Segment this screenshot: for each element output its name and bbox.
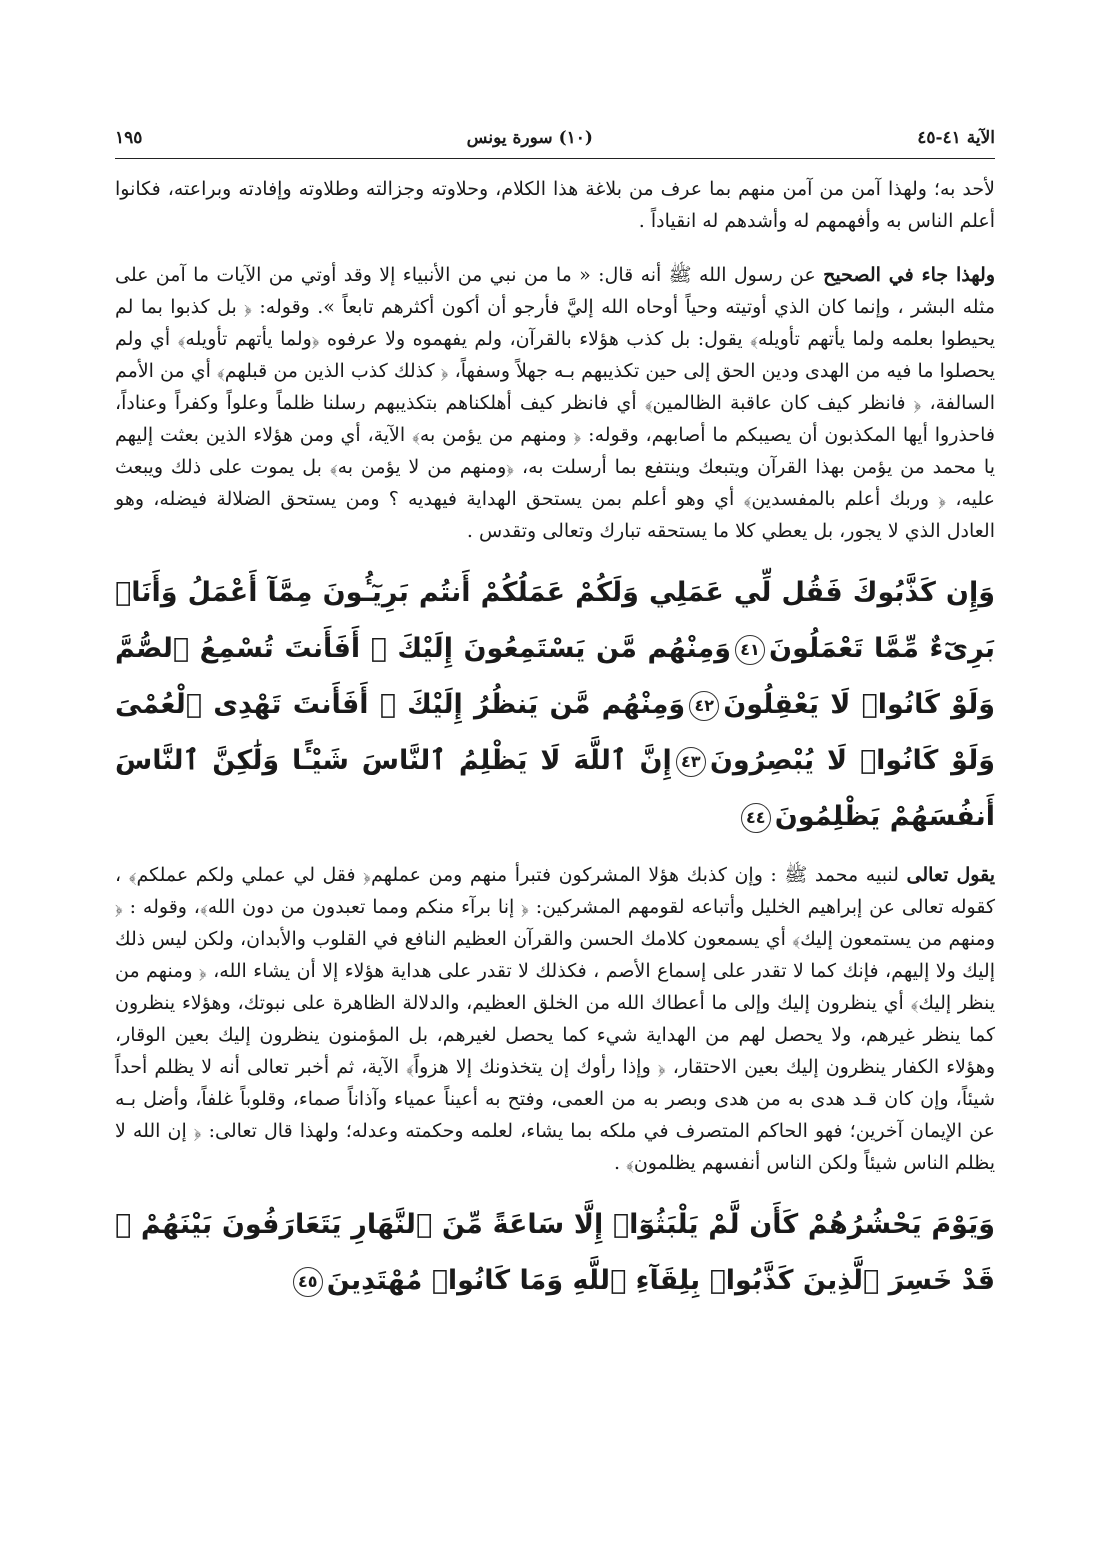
explanation-lead: يقول تعالى — [906, 864, 995, 886]
page-header — [115, 128, 995, 152]
verse-45-text: وَيَوْمَ يَحْشُرُهُمْ كَأَن لَّمْ يَلْبَثُوٓا۟ إِلَّا سَاعَةً مِّنَ ٱلنَّهَارِ يَتَعَارَفُونَ بَيْنَهُمْ ۚ قَدْ خَسِرَ ٱلَّذِينَ كَذَّبُوا۟ بِلِقَآءِ ٱللَّهِ وَمَا كَانُوا۟ مُهْتَدِينَ — [115, 1209, 995, 1296]
ayah-number-44: ٤٤ — [741, 803, 771, 833]
verse-range-label: الآية ٤١-٤٥ — [917, 128, 995, 148]
ayah-number-43: ٤٣ — [676, 747, 706, 777]
verse-43-text: وَمِنْهُم مَّن يَنظُرُ إِلَيْكَ ۚ أَفَأَنتَ تَهْدِى ٱلْعُمْىَ وَلَوْ كَانُوا۟ لَا يُبْصِرُونَ — [115, 689, 996, 776]
verse-44-text: إِنَّ ٱللَّهَ لَا يَظْلِمُ ٱلنَّاسَ شَيْـًٔا وَلَٰكِنَّ ٱلنَّاسَ أَنفُسَهُمْ يَظْلِمُونَ — [115, 745, 995, 832]
page-number: ١٩٥ — [115, 128, 143, 148]
intro-paragraph: لأحد به؛ ولهذا آمن من آمن منهم بما عرف من بلاغة هذا الكلام، وحلاوته وجزالته وطلاوته وإفادته وبراعته، فكانوا أعلم الناس به وأفهمهم له وأشدهم له انقياداً . — [115, 178, 995, 232]
ayah-number-42: ٤٢ — [689, 691, 719, 721]
hadith-paragraph — [115, 259, 995, 547]
hadith-lead: ولهذا جاء في الصحيح — [823, 264, 996, 286]
surah-title: (١٠) سورة يونس — [466, 128, 593, 148]
ayah-number-41: ٤١ — [735, 635, 765, 665]
verse-42-text: وَمِنْهُم مَّن يَسْتَمِعُونَ إِلَيْكَ ۚ أَفَأَنتَ تُسْمِعُ ٱلصُّمَّ وَلَوْ كَانُوا۟ لَا يَعْقِلُونَ — [115, 633, 995, 720]
verse-41-text: وَإِن كَذَّبُوكَ فَقُل لِّي عَمَلِي وَلَكُمْ عَمَلُكُمْ أَنتُم بَرِيٓـُٔونَ مِمَّآ أَعْمَلُ وَأَنَا۠ بَرِىٓءٌ مِّمَّا تَعْمَلُونَ — [115, 577, 996, 664]
explanation-text: لنبيه محمد ﷺ : وإن كذبك هؤلا المشركون فتبرأ منهم ومن عملهم﴿ فقل لي عملي ولكم عملكم﴾ ، كقوله تعالى عن إبراهيم الخليل وأتباعه لقومهم المشركين: ﴿ إنا برآء منكم ومما تعبدون من دون الله﴾، وقوله : ﴿ ومنهم من يستمعون إليك﴾ أي يسمعون كلامك الحسن والقرآن العظيم النافع في القلوب والأبدان، ولكن ليس ذلك إليك ولا إليهم، فإنك كما لا تقدر على إسماع الأصم ، فكذلك لا تقدر على هداية هؤلاء إلا أن يشاء الله، ﴿ ومنهم من ينظر إليك﴾ أي ينظرون إليك وإلى ما أعطاك الله من الخلق العظيم، والدلالة الظاهرة على نبوتك، وهؤلاء ينظرون كما ينظر غيرهم، ولا يحصل لهم من الهداية شيء كما يحصل لغيرهم، بل المؤمنون ينظرون إليك بعين الوقار، وهؤلاء الكفار ينظرون إليك بعين الاحتقار، ﴿ وإذا رأوك إن يتخذونك إلا هزواً﴾ الآية، ثم أخبر تعالى أنه لا يظلم أحداً شيئاً، وإن كان قـد هدى به من هدى وبصر به من العمى، وفتح به أعيناً عمياء وآذاناً صماء، وقلوباً غلفاً، وأضل بـه عن الإيمان آخرين؛ فهو الحاكم المتصرف في ملكه بما يشاء، لعلمه وحكمته وعدله؛ ولهذا قال تعالى: ﴿ إن الله لا يظلم الناس شيئاً ولكن الناس أنفسهم يظلمون﴾ . — [115, 864, 995, 1174]
header-divider — [115, 158, 995, 159]
explanation-paragraph — [115, 859, 995, 1179]
ayah-number-45: ٤٥ — [293, 1267, 323, 1297]
quran-verse-45 — [115, 1197, 995, 1309]
quran-verses-41-44 — [115, 565, 995, 845]
hadith-text: عن رسول الله ﷺ أنه قال: « ما من نبي من الأنبياء إلا وقد أوتي من الآيات ما آمن على مثله البشر ، وإنما كان الذي أوتيته وحياً أوحاه الله إليَّ فأرجو أن أكون أكثرهم تابعاً ». وقوله: ﴿ بل كذبوا بما لم يحيطوا بعلمه ولما يأتهم تأويله﴾ يقول: بل كذب هؤلاء بالقرآن، ولم يفهموه ولا عرفوه ﴿ولما يأتهم تأويله﴾ أي ولم يحصلوا ما فيه من الهدى ودين الحق إلى حين تكذيبهم بـه جهلاً وسفهاً، ﴿ كذلك كذب الذين من قبلهم﴾ أي من الأمم السالفة، ﴿ فانظر كيف كان عاقبة الظالمين﴾ أي فانظر كيف أهلكناهم بتكذيبهم رسلنا ظلماً وعلواً وكفراً وعناداً، فاحذروا أيها المكذبون أن يصيبكم ما أصابهم، وقوله: ﴿ ومنهم من يؤمن به﴾ الآية، أي ومن هؤلاء الذين بعثت إليهم يا محمد من يؤمن بهذا القرآن ويتبعك وينتفع بما أرسلت به، ﴿ومنهم من لا يؤمن به﴾ بل يموت على ذلك ويبعث عليه، ﴿ وربك أعلم بالمفسدين﴾ أي وهو أعلم بمن يستحق الهداية فيهديه ؟ ومن يستحق الضلالة فيضله، وهو العادل الذي لا يجور، بل يعطي كلا ما يستحقه تبارك وتعالى وتقدس . — [115, 264, 995, 542]
book-page — [115, 128, 995, 1309]
